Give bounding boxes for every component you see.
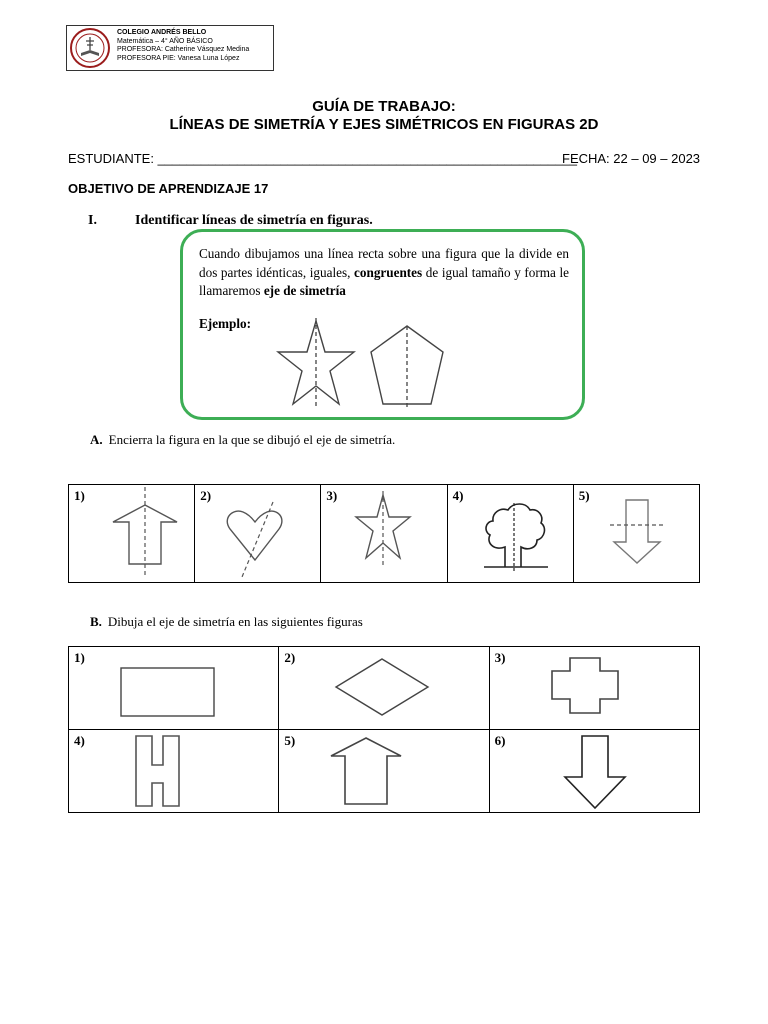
cell-number: 3) xyxy=(326,488,338,503)
objective-heading: OBJETIVO DE APRENDIZAJE 17 xyxy=(68,181,269,196)
definition-text-b: de igual tamaño y forma le llamaremos xyxy=(199,264,569,299)
cross-icon xyxy=(490,647,700,729)
school-name: COLEGIO ANDRÉS BELLO xyxy=(117,29,207,36)
definition-text-a: Cuando dibujamos una línea recta sobre una figura que la divide en dos partes idénticas, iguales, xyxy=(199,246,569,280)
arrow-up-with-axis-icon xyxy=(69,485,195,582)
section-number: I. xyxy=(88,213,97,228)
activity-b-cell[interactable] xyxy=(279,647,489,730)
activity-b-letter: B. xyxy=(90,614,102,629)
activity-a-cell[interactable] xyxy=(321,485,447,583)
teacher-pie-line: PROFESORA PIE: Vanesa Luna López xyxy=(117,54,240,62)
section-i-heading xyxy=(88,213,373,229)
cell-number: 6) xyxy=(494,733,506,748)
activity-a-letter: A. xyxy=(90,432,103,447)
activity-a-cell[interactable] xyxy=(69,485,195,583)
example-star-icon xyxy=(278,318,354,408)
cell-number: 1) xyxy=(74,650,85,665)
activity-b-instruction xyxy=(90,614,363,630)
cell-number: 2) xyxy=(284,650,296,665)
cell-number: 1) xyxy=(74,488,85,503)
cell-number: 3) xyxy=(494,650,506,665)
header-text xyxy=(117,29,249,63)
star-with-axis-icon xyxy=(321,485,447,582)
rectangle-icon xyxy=(69,647,279,729)
subject-line: Matemática – 4° AÑO BÁSICO xyxy=(117,37,213,45)
example-label: Ejemplo: xyxy=(199,316,252,331)
page-title xyxy=(0,98,768,134)
activity-b-cell[interactable] xyxy=(279,730,489,813)
activity-b-cell[interactable] xyxy=(69,647,279,730)
cell-number: 4) xyxy=(452,488,464,503)
arrow-down-with-horizontal-line-icon xyxy=(574,485,700,582)
definition-text xyxy=(199,245,569,301)
school-logo-icon xyxy=(70,28,110,68)
activity-b-text: Dibuja el eje de simetría en las siguientes figuras xyxy=(107,614,363,629)
arrow-down-icon xyxy=(490,730,700,812)
example-pentagon-icon xyxy=(371,326,443,408)
cell-number: 4) xyxy=(74,733,85,748)
definition-box xyxy=(180,229,585,420)
date-field: FECHA: 22 – 09 – 2023 xyxy=(562,151,701,166)
tree-with-axis-icon xyxy=(448,485,574,582)
student-field xyxy=(68,151,577,166)
activity-b-cell[interactable] xyxy=(489,730,699,813)
activity-b-cell[interactable] xyxy=(489,647,699,730)
teacher-line: PROFESORA: Catherine Vásquez Medina xyxy=(117,46,250,54)
letter-h-icon xyxy=(69,730,279,812)
activity-a-cell[interactable] xyxy=(447,485,573,583)
activity-a-cell[interactable] xyxy=(573,485,699,583)
arrow-up-icon xyxy=(279,730,489,812)
activity-a-instruction xyxy=(90,432,395,448)
cell-number: 2) xyxy=(200,488,212,503)
example-figures xyxy=(273,316,463,411)
title-line-1: GUÍA DE TRABAJO: xyxy=(312,98,456,115)
activity-a-table xyxy=(68,484,700,583)
activity-b-table xyxy=(68,646,700,813)
rhombus-icon xyxy=(279,647,489,729)
student-blank[interactable]: __________________________________________________________ xyxy=(157,151,577,166)
activity-a-cell[interactable] xyxy=(195,485,321,583)
activity-a-text: Encierra la figura en la que se dibujó el eje de simetría. xyxy=(108,432,396,447)
activity-b-cell[interactable] xyxy=(69,730,279,813)
cell-number: 5) xyxy=(578,488,590,503)
cell-number: 5) xyxy=(284,733,296,748)
student-label: ESTUDIANTE: xyxy=(68,151,154,166)
heart-with-slanted-line-icon xyxy=(195,485,321,582)
definition-bold-eje: eje de simetría xyxy=(263,283,346,299)
school-header xyxy=(66,25,274,71)
section-title: Identificar líneas de simetría en figuras. xyxy=(135,213,373,228)
definition-bold-congruentes: congruentes xyxy=(354,264,423,280)
title-line-2: LÍNEAS DE SIMETRÍA Y EJES SIMÉTRICOS EN FIGURAS 2D xyxy=(169,116,599,133)
